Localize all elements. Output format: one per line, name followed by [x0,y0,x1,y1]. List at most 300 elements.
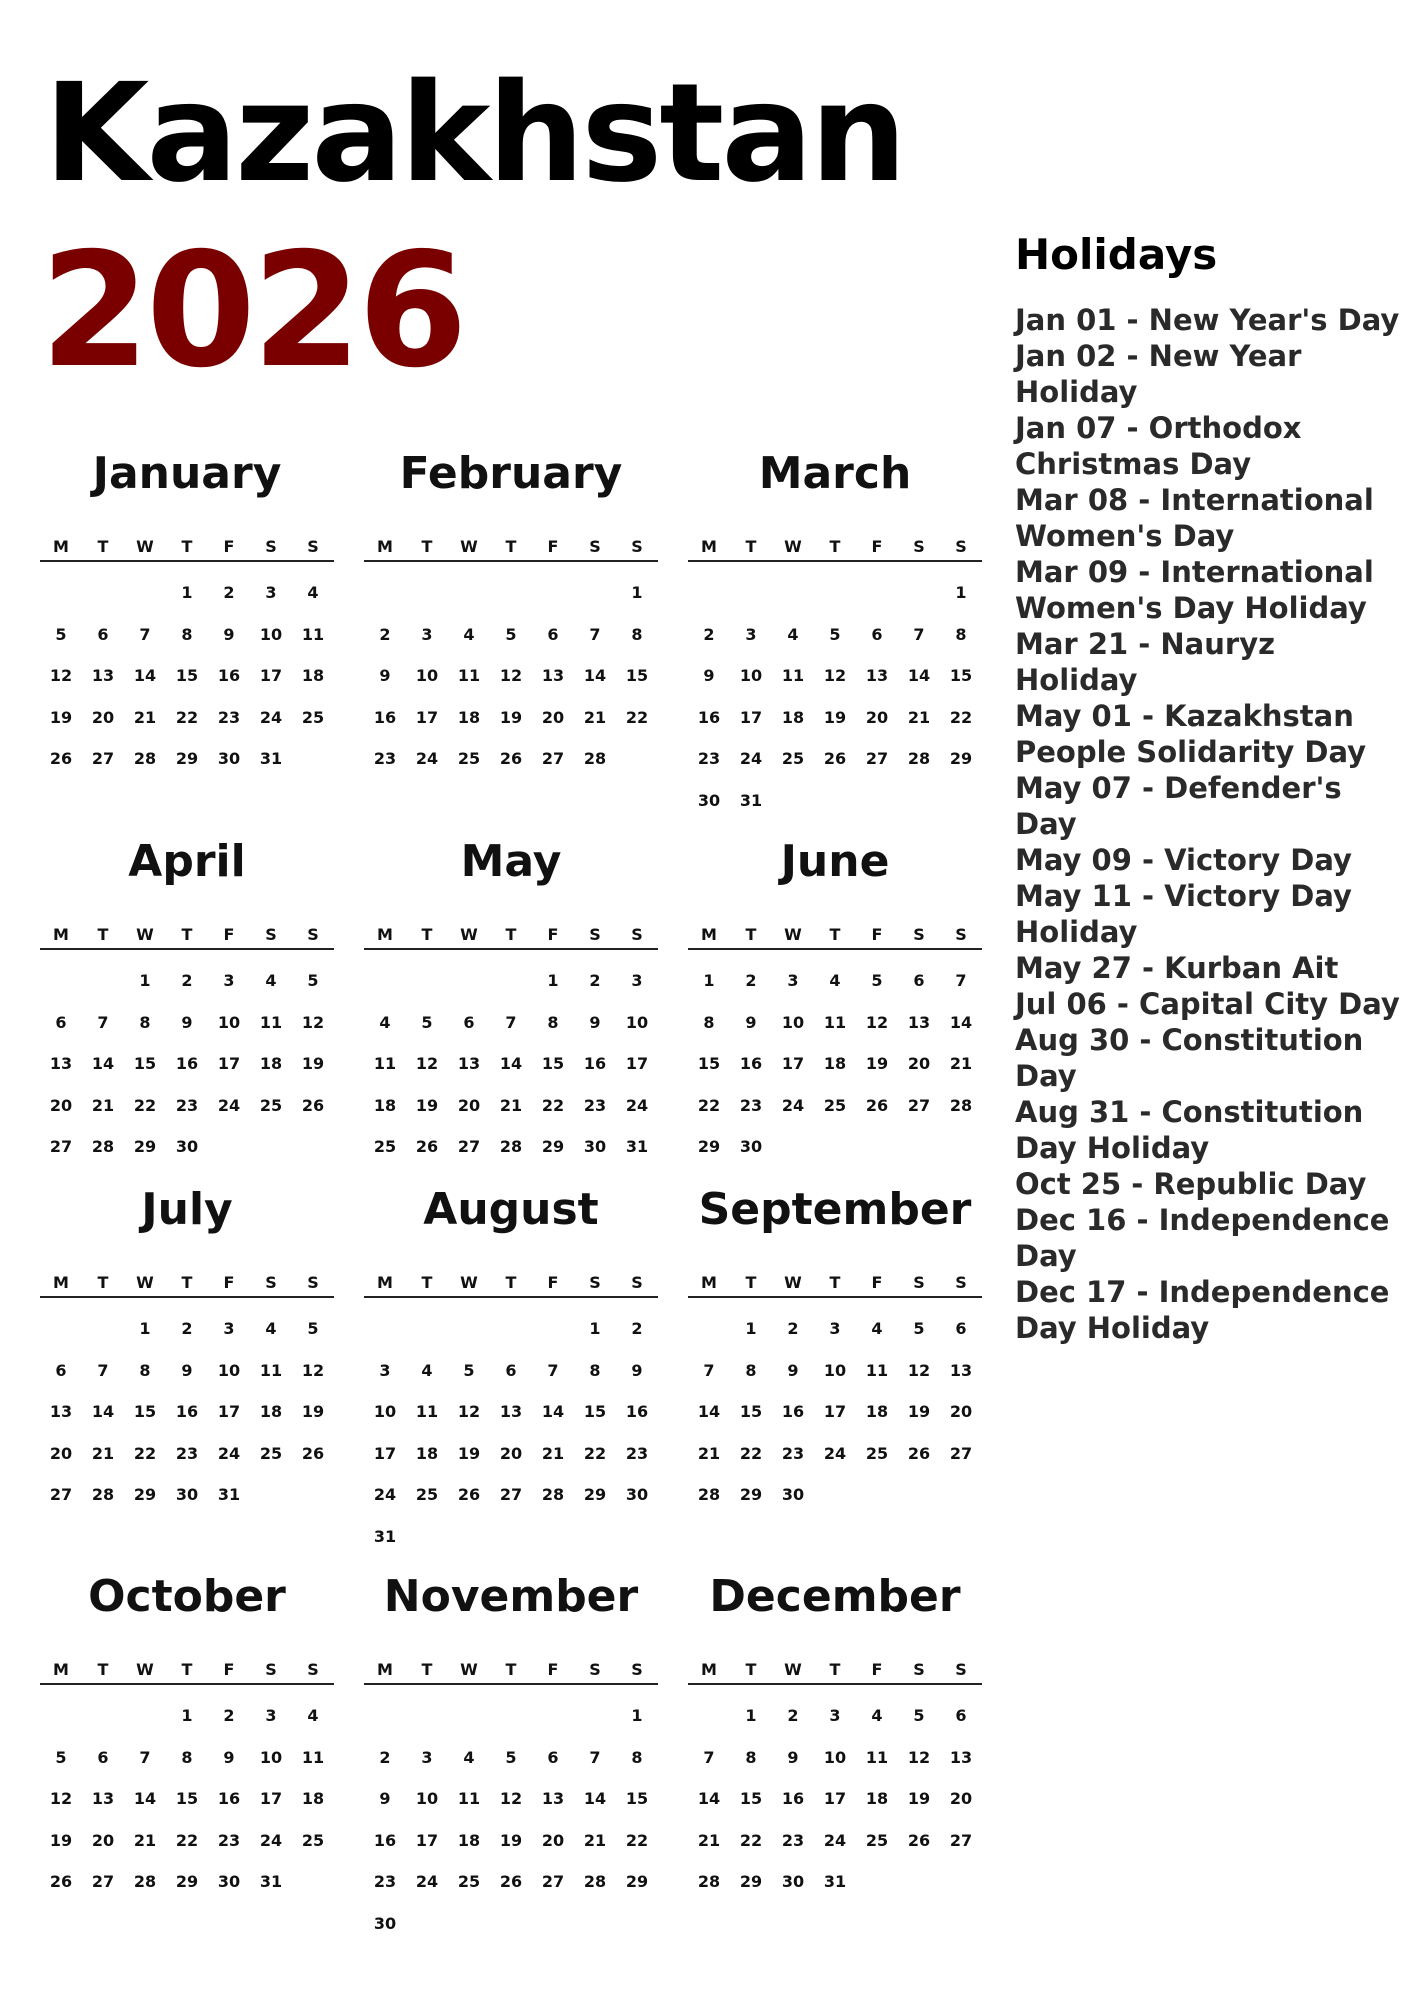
day-cell: 5 [55,624,67,644]
weekday-label: S [589,924,601,944]
day-cell: 19 [823,707,847,727]
day-cell: 10 [373,1402,397,1421]
day-cell: 2 [223,1706,235,1725]
day-cell: 4 [463,624,475,644]
month-january [40,448,334,780]
day-cell: 23 [625,1443,649,1463]
weekday-header [688,920,982,950]
day-cell: 18 [301,666,325,685]
day-empty [532,1695,574,1737]
weekday-label: S [265,536,277,556]
day-cell: 7 [505,1012,517,1032]
day-cell: 12 [49,1789,73,1808]
day-cell: 14 [697,1402,721,1421]
day-cell: 14 [583,666,607,685]
day-cell: 8 [631,1747,643,1767]
day-cell: 21 [697,1443,721,1463]
day-cell: 3 [631,971,643,990]
day-cell: 21 [91,1095,115,1115]
holiday-item: May 01 - Kazakhstan People Solidarity Day [1015,699,1367,770]
day-cell: 1 [181,1706,193,1725]
day-cell: 16 [781,1402,805,1421]
day-cell: 8 [547,1012,559,1032]
weekday-label: M [377,536,393,556]
day-cell: 19 [49,1830,73,1850]
page-title-year: 2026 [40,219,464,403]
day-cell: 26 [499,749,523,768]
month-name: September [698,1184,972,1235]
day-empty [490,1308,532,1350]
days-grid [688,1298,982,1516]
day-cell: 7 [589,1747,601,1767]
day-cell: 1 [139,1319,151,1338]
holiday-item: Aug 30 - Constitution Day [1015,1023,1364,1094]
day-cell: 29 [583,1485,607,1504]
day-cell: 16 [625,1402,649,1421]
day-cell: 16 [373,707,397,727]
day-cell: 15 [739,1789,763,1808]
day-cell: 5 [505,1747,517,1767]
weekday-label: T [421,1272,433,1292]
weekday-label: W [784,536,802,556]
day-cell: 1 [589,1319,601,1338]
day-cell: 23 [739,1095,763,1115]
day-cell: 16 [697,707,721,727]
day-cell: 1 [631,1706,643,1725]
day-cell: 29 [739,1485,763,1504]
day-cell: 5 [913,1706,925,1725]
weekday-label: F [871,536,883,556]
weekday-label: S [955,1659,967,1679]
day-cell: 13 [457,1054,481,1073]
weekday-label: M [53,924,69,944]
day-empty [82,1308,124,1350]
day-cell: 24 [373,1485,397,1504]
day-cell: 17 [415,1830,439,1850]
day-cell: 21 [949,1054,973,1073]
day-cell: 18 [373,1095,397,1115]
day-cell: 8 [181,1747,193,1767]
day-cell: 13 [949,1360,973,1380]
day-cell: 21 [499,1095,523,1115]
day-cell: 25 [259,1443,283,1463]
day-cell: 22 [625,1830,649,1850]
day-cell: 25 [865,1830,889,1850]
day-cell: 27 [457,1137,481,1156]
day-cell: 19 [49,707,73,727]
day-cell: 28 [91,1485,115,1504]
weekday-label: T [829,1272,841,1292]
day-cell: 6 [55,1360,67,1380]
day-empty [772,572,814,614]
day-cell: 17 [217,1054,241,1073]
weekday-label: S [307,1272,319,1292]
day-cell: 4 [265,1319,277,1338]
day-empty [490,572,532,614]
day-empty [82,1695,124,1737]
weekday-label: M [377,1659,393,1679]
day-cell: 9 [703,666,715,685]
day-empty [406,572,448,614]
month-july [40,1184,334,1516]
weekday-label: F [223,924,235,944]
weekday-header [40,920,334,950]
day-cell: 19 [499,707,523,727]
day-cell: 13 [907,1012,931,1032]
day-cell: 19 [415,1095,439,1115]
weekday-label: S [955,1272,967,1292]
day-cell: 11 [259,1360,283,1380]
day-cell: 15 [541,1054,565,1073]
day-cell: 28 [583,1872,607,1891]
day-empty [40,572,82,614]
day-cell: 20 [91,707,115,727]
weekday-label: S [631,1272,643,1292]
day-cell: 22 [697,1095,721,1115]
day-cell: 20 [541,1830,565,1850]
day-cell: 30 [373,1913,397,1933]
day-cell: 19 [499,1830,523,1850]
day-cell: 8 [139,1360,151,1380]
day-empty [82,572,124,614]
day-cell: 30 [175,1137,199,1156]
weekday-label: T [829,924,841,944]
weekday-label: S [307,924,319,944]
day-empty [490,1695,532,1737]
day-cell: 28 [697,1485,721,1504]
day-cell: 5 [421,1012,433,1032]
day-cell: 29 [541,1137,565,1156]
day-cell: 27 [91,1872,115,1891]
day-cell: 21 [697,1830,721,1850]
holiday-item: Mar 21 - Nauryz Holiday [1015,627,1275,698]
day-empty [730,572,772,614]
weekday-label: M [701,1659,717,1679]
weekday-label: W [460,1659,478,1679]
weekday-label: F [547,536,559,556]
weekday-label: T [505,1659,517,1679]
day-cell: 14 [583,1789,607,1808]
weekday-header [688,532,982,562]
day-cell: 21 [907,707,931,727]
day-cell: 29 [175,749,199,768]
day-cell: 23 [781,1443,805,1463]
day-cell: 25 [865,1443,889,1463]
day-cell: 18 [457,1830,481,1850]
day-empty [364,572,406,614]
day-cell: 30 [583,1137,607,1156]
day-cell: 12 [415,1054,439,1073]
day-empty [40,1695,82,1737]
weekday-label: T [505,1272,517,1292]
day-cell: 22 [625,707,649,727]
day-cell: 18 [259,1054,283,1073]
day-cell: 25 [457,1872,481,1891]
day-cell: 17 [373,1443,397,1463]
day-cell: 11 [415,1402,439,1421]
day-cell: 11 [373,1054,397,1073]
day-cell: 26 [301,1443,325,1463]
weekday-label: T [829,1659,841,1679]
day-cell: 31 [259,1872,283,1891]
day-cell: 8 [139,1012,151,1032]
day-cell: 4 [265,971,277,990]
day-cell: 29 [949,749,973,768]
day-cell: 27 [499,1485,523,1504]
day-cell: 31 [823,1872,847,1891]
day-cell: 16 [739,1054,763,1073]
days-grid [688,950,982,1168]
day-cell: 30 [217,749,241,768]
day-cell: 26 [907,1443,931,1463]
day-cell: 28 [499,1137,523,1156]
day-cell: 9 [631,1360,643,1380]
day-cell: 26 [49,749,73,768]
day-empty [364,960,406,1002]
day-cell: 25 [301,1830,325,1850]
day-cell: 31 [625,1137,649,1156]
day-cell: 9 [379,1789,391,1808]
weekday-label: W [136,1272,154,1292]
day-cell: 25 [301,707,325,727]
day-cell: 11 [457,1789,481,1808]
day-empty [532,572,574,614]
day-cell: 17 [259,1789,283,1808]
day-cell: 12 [457,1402,481,1421]
holiday-item: Jan 07 - Orthodox Christmas Day [1015,411,1302,482]
day-cell: 9 [223,624,235,644]
day-cell: 5 [829,624,841,644]
day-cell: 23 [217,707,241,727]
day-cell: 6 [871,624,883,644]
day-cell: 13 [91,1789,115,1808]
day-cell: 9 [745,1012,757,1032]
day-cell: 2 [181,1319,193,1338]
day-cell: 22 [739,1830,763,1850]
day-cell: 12 [499,666,523,685]
day-cell: 8 [589,1360,601,1380]
day-cell: 8 [955,624,967,644]
weekday-header [364,920,658,950]
day-cell: 3 [745,624,757,644]
day-cell: 21 [541,1443,565,1463]
holiday-item: Dec 16 - Independence Day [1015,1203,1390,1274]
day-cell: 27 [949,1443,973,1463]
weekday-label: S [589,1272,601,1292]
month-december [688,1571,982,1903]
weekday-header [40,532,334,562]
day-cell: 14 [133,1789,157,1808]
weekday-label: S [589,1659,601,1679]
month-name: August [423,1184,599,1235]
weekday-label: T [181,924,193,944]
month-may [364,836,658,1168]
day-cell: 20 [541,707,565,727]
day-cell: 15 [739,1402,763,1421]
days-grid [40,562,334,780]
day-cell: 22 [541,1095,565,1115]
day-cell: 3 [223,1319,235,1338]
month-name: July [141,1184,233,1235]
weekday-label: S [589,536,601,556]
day-cell: 13 [499,1402,523,1421]
day-cell: 6 [547,624,559,644]
day-empty [532,1308,574,1350]
day-cell: 17 [781,1054,805,1073]
day-empty [490,960,532,1002]
day-cell: 30 [175,1485,199,1504]
day-cell: 11 [781,666,805,685]
day-empty [364,1695,406,1737]
day-cell: 9 [787,1360,799,1380]
month-april [40,836,334,1168]
day-cell: 12 [865,1012,889,1032]
day-cell: 8 [745,1747,757,1767]
day-cell: 22 [175,1830,199,1850]
day-cell: 16 [373,1830,397,1850]
weekday-label: W [136,924,154,944]
day-cell: 21 [133,707,157,727]
weekday-label: W [460,924,478,944]
day-cell: 2 [745,971,757,990]
day-cell: 20 [49,1443,73,1463]
weekday-label: T [505,536,517,556]
day-cell: 7 [139,624,151,644]
day-cell: 21 [583,1830,607,1850]
day-cell: 18 [865,1402,889,1421]
weekday-label: S [913,536,925,556]
weekday-label: T [745,536,757,556]
day-cell: 7 [97,1360,109,1380]
day-cell: 31 [217,1485,241,1504]
day-cell: 13 [541,666,565,685]
month-name: November [383,1571,639,1622]
day-cell: 4 [421,1360,433,1380]
day-cell: 4 [307,583,319,602]
day-cell: 15 [625,1789,649,1808]
day-cell: 14 [91,1054,115,1073]
month-august [364,1184,658,1557]
day-cell: 10 [625,1012,649,1032]
day-cell: 8 [703,1012,715,1032]
day-cell: 27 [949,1830,973,1850]
day-cell: 19 [301,1402,325,1421]
weekday-label: W [136,536,154,556]
day-cell: 6 [547,1747,559,1767]
day-cell: 22 [133,1443,157,1463]
day-cell: 10 [259,624,283,644]
day-cell: 30 [625,1485,649,1504]
day-cell: 24 [217,1095,241,1115]
day-cell: 3 [223,971,235,990]
holiday-item: Jul 06 - Capital City Day [1015,987,1400,1022]
day-cell: 18 [415,1443,439,1463]
day-cell: 1 [955,583,967,602]
holiday-item: Jan 01 - New Year's Day [1015,303,1400,338]
day-cell: 26 [865,1095,889,1115]
day-cell: 3 [829,1319,841,1338]
day-empty [406,1308,448,1350]
day-cell: 24 [781,1095,805,1115]
weekday-label: S [631,924,643,944]
weekday-label: W [784,1272,802,1292]
day-cell: 26 [457,1485,481,1504]
day-cell: 13 [541,1789,565,1808]
day-empty [856,572,898,614]
day-cell: 2 [181,971,193,990]
day-cell: 9 [181,1360,193,1380]
weekday-label: S [265,924,277,944]
day-cell: 14 [697,1789,721,1808]
day-cell: 8 [631,624,643,644]
day-cell: 7 [913,624,925,644]
day-cell: 17 [217,1402,241,1421]
weekday-label: S [955,536,967,556]
day-cell: 6 [97,1747,109,1767]
days-grid [40,1685,334,1903]
day-cell: 11 [457,666,481,685]
day-cell: 23 [175,1443,199,1463]
day-cell: 24 [415,749,439,768]
weekday-label: T [829,536,841,556]
day-cell: 19 [301,1054,325,1073]
month-name: April [128,836,246,887]
weekday-label: W [784,924,802,944]
day-cell: 28 [133,1872,157,1891]
day-cell: 22 [949,707,973,727]
weekday-label: F [547,1272,559,1292]
day-cell: 13 [91,666,115,685]
days-grid [40,1298,334,1516]
weekday-header [364,1655,658,1685]
day-cell: 24 [625,1095,649,1115]
day-cell: 7 [703,1747,715,1767]
weekday-label: S [631,1659,643,1679]
day-cell: 12 [823,666,847,685]
weekday-label: F [547,1659,559,1679]
day-cell: 9 [379,666,391,685]
day-cell: 23 [583,1095,607,1115]
weekday-label: M [701,924,717,944]
day-cell: 6 [505,1360,517,1380]
day-cell: 25 [457,749,481,768]
day-cell: 26 [49,1872,73,1891]
weekday-label: W [784,1659,802,1679]
month-name: October [88,1571,286,1622]
day-empty [124,1695,166,1737]
day-cell: 25 [373,1137,397,1156]
day-cell: 6 [913,971,925,990]
month-name: January [92,448,282,499]
day-cell: 14 [133,666,157,685]
day-cell: 27 [49,1137,73,1156]
day-cell: 19 [865,1054,889,1073]
day-cell: 12 [907,1747,931,1767]
day-cell: 6 [955,1706,967,1725]
day-cell: 22 [175,707,199,727]
weekday-label: T [421,924,433,944]
day-cell: 19 [457,1443,481,1463]
month-october [40,1571,334,1903]
day-cell: 20 [49,1095,73,1115]
day-cell: 3 [829,1706,841,1725]
day-cell: 4 [307,1706,319,1725]
weekday-label: T [505,924,517,944]
day-empty [688,572,730,614]
day-cell: 2 [589,971,601,990]
day-cell: 2 [379,1747,391,1767]
day-cell: 30 [697,790,721,810]
